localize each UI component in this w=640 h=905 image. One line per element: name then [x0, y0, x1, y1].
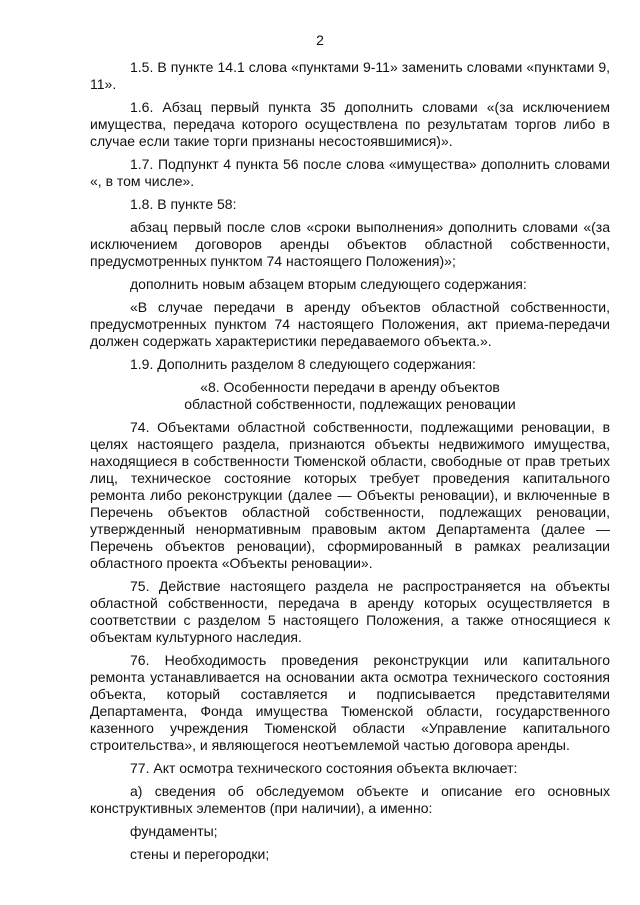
paragraph-1-6: 1.6. Абзац первый пункта 35 дополнить словами «(за исключением имущества, передача которого осуществлена по результатам торгов либо в случае если такие торги признаны несостоявшимися)». — [90, 99, 610, 149]
paragraph-1-8-a: абзац первый после слов «сроки выполнения» дополнить словами «(за исключением договоров аренды объектов областной собственности, предусмотренных пунктом 74 настоящего Положения)»; — [90, 219, 610, 269]
section-title-line-2: областной собственности, подлежащих реновации — [184, 396, 516, 412]
paragraph-1-8-c: «В случае передачи в аренду объектов областной собственности, предусмотренных пунктом 74 настоящего Положения, акт приема-передачи должен содержать характеристики передаваемого объекта.». — [90, 299, 610, 349]
page-number: 2 — [316, 32, 324, 48]
paragraph-1-5: 1.5. В пункте 14.1 слова «пунктами 9-11» заменить словами «пунктами 9, 11». — [90, 59, 610, 92]
paragraph-1-8-b: дополнить новым абзацем вторым следующего содержания: — [130, 276, 527, 292]
paragraph-1-9: 1.9. Дополнить разделом 8 следующего содержания: — [130, 356, 476, 372]
paragraph-1-8: 1.8. В пункте 58: — [130, 196, 237, 212]
list-item-foundations: фундаменты; — [130, 823, 218, 839]
document-body — [90, 59, 610, 869]
paragraph-75: 75. Действие настоящего раздела не распространяется на объекты областной собственности, передача в аренду которых осуществляется в соответствии с разделом 5 настоящего Положения, а также относящиеся к объектам культурного наследия. — [90, 578, 610, 645]
paragraph-77-a: а) сведения об обследуемом объекте и описание его основных конструктивных элементов (при наличии), а именно: — [90, 783, 610, 816]
list-item-walls: стены и перегородки; — [130, 846, 270, 862]
paragraph-1-7: 1.7. Подпункт 4 пункта 56 после слова «имущества» дополнить словами «, в том числе». — [90, 156, 610, 189]
paragraph-76: 76. Необходимость проведения реконструкции или капитального ремонта устанавливается на основании акта осмотра технического состояния объекта, который составляется и подписывается представителями Департамента, Фонда имущества Тюменской области, государственного казенного учреждения Тюменской области «Управление капитального строительства», и являющегося неотъемлемой частью договора аренды. — [90, 652, 610, 753]
section-8-title — [90, 379, 610, 413]
section-title-line-1: «8. Особенности передачи в аренду объектов — [200, 379, 500, 395]
paragraph-74: 74. Объектами областной собственности, подлежащими реновации, в целях настоящего раздела, признаются объекты недвижимого имущества, находящиеся в собственности Тюменской области, свободные от прав третьих лиц, техническое состояние которых требует проведения капитального ремонта либо реконструкции (далее — Объекты реновации), и включенные в Перечень объектов областной собственности, подлежащих реновации, утвержденный ненормативным правовым актом Департамента (далее — Перечень объектов реновации), сформированный в рамках реализации областного проекта «Объекты реновации». — [90, 419, 610, 571]
paragraph-77: 77. Акт осмотра технического состояния объекта включает: — [130, 760, 518, 776]
